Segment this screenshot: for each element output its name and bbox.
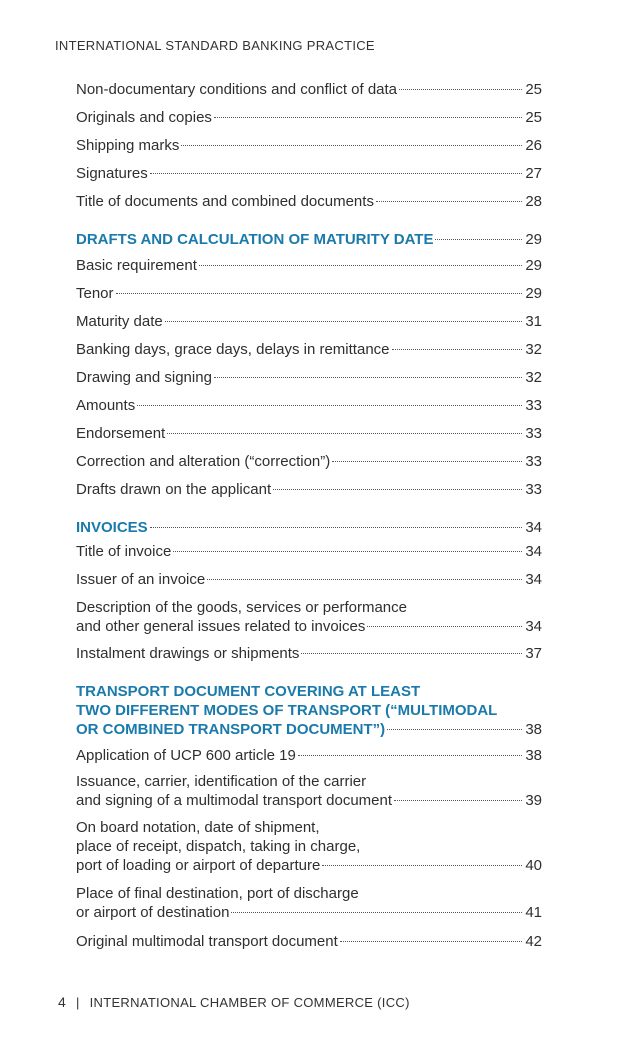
page-number: 4	[58, 994, 67, 1010]
toc-entry[interactable]	[76, 108, 542, 127]
toc-entry-title: or airport of destination	[76, 904, 230, 921]
toc-entry-title: Originals and copies	[76, 109, 212, 126]
toc-page-number: 29	[525, 257, 542, 274]
footer-text: INTERNATIONAL CHAMBER OF COMMERCE (ICC)	[89, 995, 410, 1010]
toc-entry[interactable]	[76, 452, 542, 471]
toc-page-number: 26	[525, 137, 542, 154]
toc-entry[interactable]	[76, 192, 542, 211]
toc-page-number: 25	[525, 81, 542, 98]
dot-leader	[207, 579, 522, 580]
toc-entry-title-line: Place of final destination, port of discharge	[76, 885, 359, 902]
dot-leader	[273, 489, 522, 490]
toc-entry-title: Basic requirement	[76, 257, 197, 274]
toc-entry-title: Original multimodal transport document	[76, 933, 338, 950]
dot-leader	[150, 173, 522, 174]
toc-page-number: 29	[525, 231, 542, 248]
toc-entry-title: Signatures	[76, 165, 148, 182]
toc-page-number: 29	[525, 285, 542, 302]
toc-entry-title: Drawing and signing	[76, 369, 212, 386]
toc-page-number: 34	[525, 571, 542, 588]
toc-entry-title: Title of documents and combined documents	[76, 193, 374, 210]
toc-entry-title: Amounts	[76, 397, 136, 414]
dot-leader	[367, 626, 522, 627]
footer-separator: |	[76, 995, 80, 1010]
toc-entry[interactable]	[76, 570, 542, 589]
toc-entry[interactable]	[76, 746, 542, 765]
toc-entry-title: and signing of a multimodal transport document	[76, 792, 393, 809]
toc-entry-title-line: TWO DIFFERENT MODES OF TRANSPORT (“MULTIMODAL	[76, 702, 498, 719]
toc-entry-title-line: Issuance, carrier, identification of the carrier	[76, 773, 367, 790]
toc-page-number: 33	[525, 453, 542, 470]
toc-entry[interactable]	[76, 396, 542, 415]
dot-leader	[214, 117, 522, 118]
dot-leader	[137, 405, 522, 406]
dot-leader	[165, 321, 522, 322]
toc-entry[interactable]	[76, 932, 542, 951]
toc-page-number: 32	[525, 341, 542, 358]
toc-page-number: 33	[525, 425, 542, 442]
dot-leader	[298, 755, 522, 756]
toc-entry-title: Drafts drawn on the applicant	[76, 481, 272, 498]
toc-section-heading[interactable]	[76, 682, 542, 739]
dot-leader	[399, 89, 522, 90]
toc-page-number: 37	[525, 645, 542, 662]
toc-entry-title: Application of UCP 600 article 19	[76, 747, 296, 764]
toc-entry[interactable]	[76, 164, 542, 183]
toc-entry-title: Maturity date	[76, 313, 163, 330]
page-footer	[58, 994, 410, 1010]
toc-entry-title: Correction and alteration (“correction”)	[76, 453, 331, 470]
toc-entry-title: Non-documentary conditions and conflict of data	[76, 81, 398, 98]
toc-entry[interactable]	[76, 480, 542, 499]
toc-page-number: 42	[525, 933, 542, 950]
toc-entry-title: Instalment drawings or shipments	[76, 645, 300, 662]
dot-leader	[173, 551, 522, 552]
dot-leader	[322, 865, 522, 866]
dot-leader	[387, 729, 522, 730]
toc-entry-title: Title of invoice	[76, 543, 172, 560]
toc-page-number: 33	[525, 481, 542, 498]
dot-leader	[214, 377, 522, 378]
dot-leader	[167, 433, 522, 434]
toc-entry[interactable]	[76, 340, 542, 359]
toc-entry-title: and other general issues related to invoices	[76, 618, 366, 635]
toc-entry[interactable]	[76, 256, 542, 275]
toc-page-number: 39	[525, 792, 542, 809]
toc-entry-title: DRAFTS AND CALCULATION OF MATURITY DATE	[76, 231, 434, 248]
dot-leader	[376, 201, 522, 202]
toc-entry-title: Shipping marks	[76, 137, 180, 154]
toc-entry-title: Endorsement	[76, 425, 166, 442]
toc-entry[interactable]	[76, 598, 542, 636]
dot-leader	[332, 461, 522, 462]
toc-entry[interactable]	[76, 772, 542, 810]
toc-page-number: 34	[525, 519, 542, 536]
toc-entry-title: port of loading or airport of departure	[76, 857, 321, 874]
toc-entry[interactable]	[76, 818, 542, 875]
dot-leader	[150, 527, 522, 528]
dot-leader	[394, 800, 522, 801]
toc-entry-title: INVOICES	[76, 519, 148, 536]
toc-entry[interactable]	[76, 312, 542, 331]
toc-entry[interactable]	[76, 284, 542, 303]
dot-leader	[435, 239, 522, 240]
toc-entry-title: Banking days, grace days, delays in remittance	[76, 341, 390, 358]
toc-entry[interactable]	[76, 424, 542, 443]
toc-section-heading[interactable]	[76, 230, 542, 249]
toc-entry-title-line: On board notation, date of shipment,	[76, 819, 320, 836]
toc-entry-title: Issuer of an invoice	[76, 571, 206, 588]
toc-entry[interactable]	[76, 644, 542, 663]
toc-entry-title: OR COMBINED TRANSPORT DOCUMENT”)	[76, 721, 386, 738]
running-header: INTERNATIONAL STANDARD BANKING PRACTICE	[55, 38, 375, 53]
toc-page-number: 28	[525, 193, 542, 210]
dot-leader	[392, 349, 523, 350]
toc-entry[interactable]	[76, 542, 542, 561]
toc-entry[interactable]	[76, 884, 542, 922]
toc-section-heading[interactable]	[76, 518, 542, 537]
dot-leader	[116, 293, 522, 294]
toc-page-number: 38	[525, 721, 542, 738]
toc-entry-title: Tenor	[76, 285, 114, 302]
toc-page-number: 25	[525, 109, 542, 126]
toc-page-number: 31	[525, 313, 542, 330]
toc-page-number: 34	[525, 543, 542, 560]
toc-page-number: 33	[525, 397, 542, 414]
dot-leader	[199, 265, 522, 266]
dot-leader	[231, 912, 522, 913]
toc-page-number: 38	[525, 747, 542, 764]
toc-page-number: 41	[525, 904, 542, 921]
toc-page-number: 32	[525, 369, 542, 386]
toc-entry[interactable]	[76, 368, 542, 387]
toc-entry[interactable]	[76, 80, 542, 99]
dot-leader	[301, 653, 522, 654]
toc-entry-title-line: place of receipt, dispatch, taking in charge,	[76, 838, 361, 855]
dot-leader	[181, 145, 522, 146]
toc-entry[interactable]	[76, 136, 542, 155]
dot-leader	[340, 941, 522, 942]
toc-page-number: 40	[525, 857, 542, 874]
toc-entry-title-line: Description of the goods, services or performance	[76, 599, 407, 616]
toc-page-number: 34	[525, 618, 542, 635]
toc-entry-title-line: TRANSPORT DOCUMENT COVERING AT LEAST	[76, 683, 421, 700]
toc-page-number: 27	[525, 165, 542, 182]
